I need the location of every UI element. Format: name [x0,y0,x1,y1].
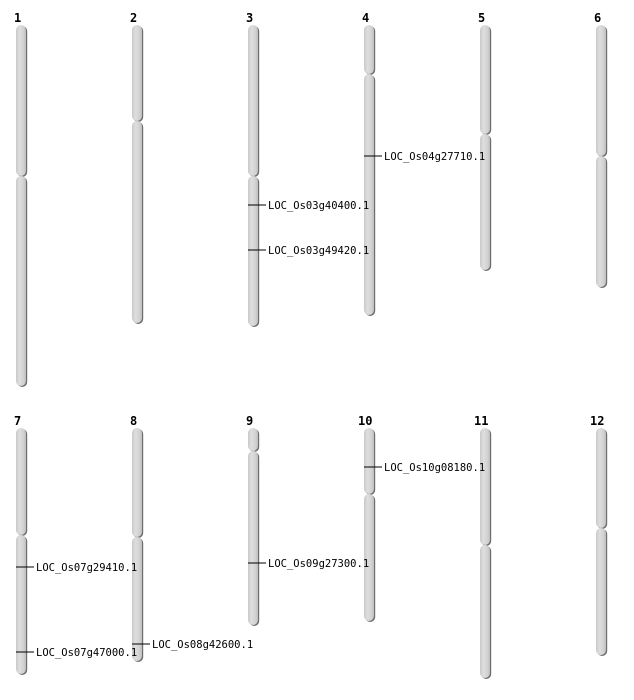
chromosome-short-arm [480,25,490,134]
chromosome-short-arm [248,25,258,176]
chromosome-short-arm [364,25,374,74]
gene-marker [248,245,369,257]
chromosome-short-arm [480,428,490,545]
chromosome-short-arm [132,25,142,121]
chromosome-10 [358,414,375,622]
gene-label: LOC_Os10g08180.1 [384,462,486,474]
gene-marker [364,151,485,163]
chromosome-long-arm [16,535,26,674]
chromosome-short-arm [364,428,374,494]
chromosome-8 [130,414,143,662]
gene-label: LOC_Os07g47000.1 [36,647,138,659]
chromosome-long-arm [248,451,258,625]
gene-marker [16,647,137,659]
gene-marker [16,562,137,574]
chromosome-short-arm [596,428,606,528]
chromosome-label-9: 9 [246,414,254,428]
chromosome-label-7: 7 [14,414,22,428]
chromosome-long-arm [16,176,26,386]
chromosome-3 [246,11,259,327]
chromosome-label-3: 3 [246,11,254,25]
chromosome-label-6: 6 [594,11,602,25]
chromosome-label-12: 12 [590,414,605,428]
gene-label: LOC_Os08g42600.1 [152,639,254,651]
chromosome-label-1: 1 [14,11,22,25]
gene-marker [132,639,253,651]
chromosome-short-arm [248,428,258,451]
chromosome-label-4: 4 [362,11,370,25]
gene-marker [364,462,485,474]
chromosome-long-arm [132,121,142,323]
chromosome-4 [362,11,375,316]
chromosome-long-arm [248,176,258,326]
chromosome-label-2: 2 [130,11,138,25]
gene-label: LOC_Os03g40400.1 [268,200,370,212]
chromosome-11 [474,414,491,679]
gene-label: LOC_Os04g27710.1 [384,151,486,163]
gene-marker [248,200,369,212]
chromosome-long-arm [596,156,606,287]
chromosome-6 [594,11,607,288]
gene-label: LOC_Os03g49420.1 [268,245,370,257]
chromosome-long-arm [132,537,142,661]
chromosome-short-arm [16,428,26,535]
chromosome-long-arm [480,545,490,678]
chromosome-9 [246,414,259,626]
gene-label: LOC_Os07g29410.1 [36,562,138,574]
chromosome-short-arm [132,428,142,537]
chromosome-12 [590,414,607,656]
chromosome-label-5: 5 [478,11,486,25]
chromosome-long-arm [364,74,374,315]
chromosome-label-10: 10 [358,414,373,428]
gene-label: LOC_Os09g27300.1 [268,558,370,570]
chromosome-short-arm [596,25,606,156]
chromosome-label-11: 11 [474,414,489,428]
chromosome-1 [14,11,27,387]
chromosome-2 [130,11,143,324]
chromosome-short-arm [16,25,26,176]
chromosome-7 [14,414,27,675]
chromosome-5 [478,11,491,271]
chromosome-long-arm [596,528,606,655]
chromosome-label-8: 8 [130,414,138,428]
gene-marker [248,558,369,570]
